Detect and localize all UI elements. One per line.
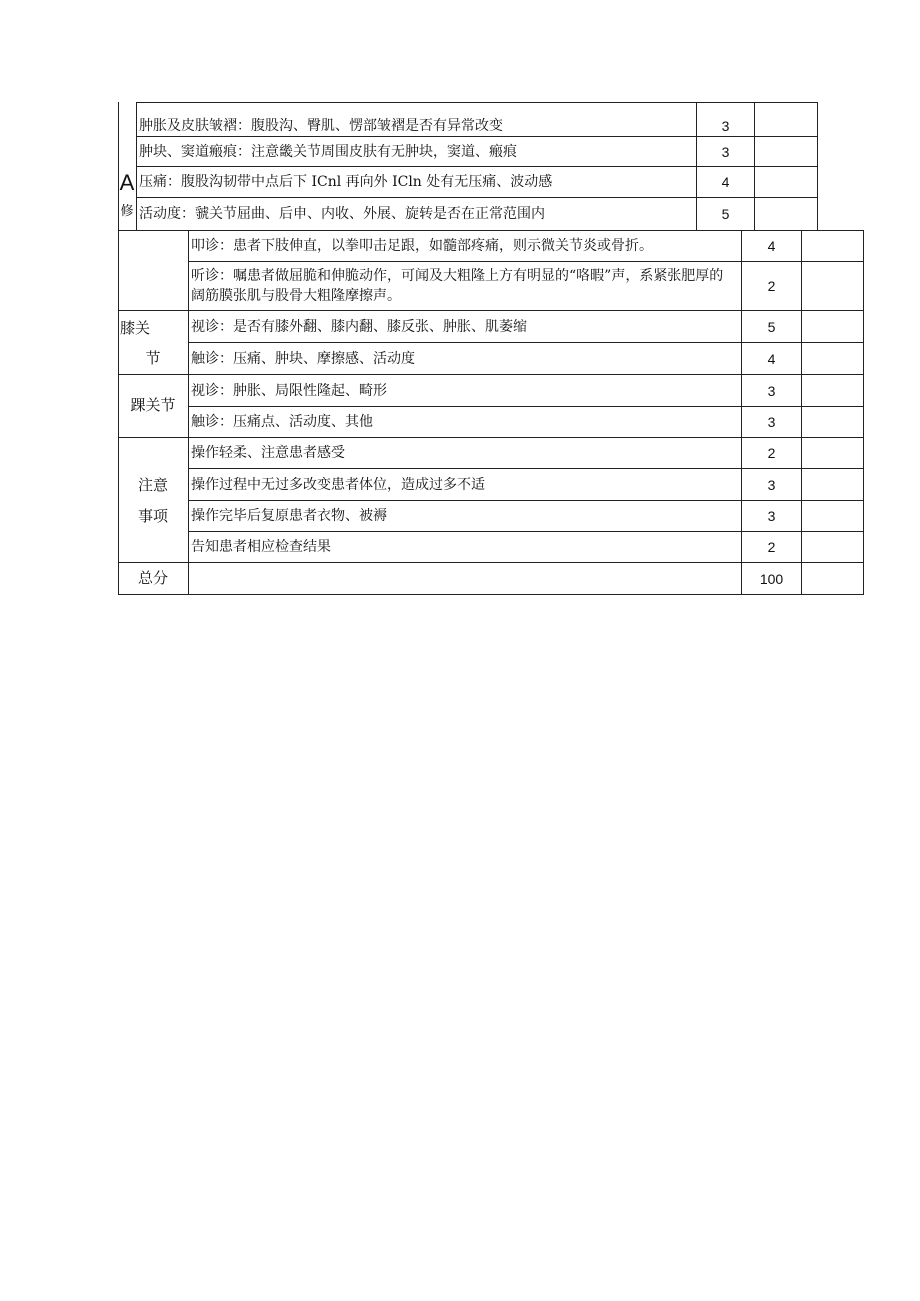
notes-row-3-score: 3 — [767, 508, 776, 524]
notes-row-1-score: 2 — [767, 445, 776, 461]
percussion-score: 4 — [767, 238, 776, 254]
notes-row-3-text: 操作完毕后复原患者衣物、被褥 — [191, 508, 387, 524]
ankle-palpation-text: 触诊：压痛点、活动度、其他 — [191, 414, 373, 430]
hip-row-1-text: 肿胀及皮肤皱褶：腹股沟、臀肌、愣部皱褶是否有异常改变 — [139, 118, 503, 134]
notes-row-4-text: 告知患者相应检查结果 — [191, 539, 331, 555]
knee-inspection-text: 视诊：是否有膝外翻、膝内翻、膝反张、肿胀、肌萎缩 — [191, 318, 527, 335]
ankle-label: 踝关节 — [130, 397, 176, 414]
hip-side-label-a: A — [119, 170, 135, 195]
auscultation-score: 2 — [767, 278, 776, 294]
knee-label-a: 膝关 — [120, 320, 151, 337]
hip-side-label-b: 修 — [120, 204, 134, 219]
total-score: 100 — [759, 570, 784, 587]
notes-row-2-text: 操作过程中无过多改变患者体位，造成过多不适 — [191, 476, 485, 493]
percussion-text: 叩诊：患者下肢伸直，以拳叩击足跟，如髓部疼痛，则示微关节炎或骨折。 — [191, 238, 653, 254]
notes-label-a: 注意 — [137, 477, 168, 494]
hip-row-2-score: 3 — [721, 143, 730, 160]
notes-row-1-text: 操作轻柔、注意患者感受 — [191, 445, 345, 461]
notes-row-2-score: 3 — [767, 476, 776, 493]
knee-label-b: 节 — [145, 350, 161, 367]
knee-inspection-score: 5 — [767, 318, 776, 335]
knee-palpation-score: 4 — [767, 350, 776, 367]
auscultation-text: 听诊：嘱患者做屈脆和伸脆动作，可闻及大粗隆上方有明显的“咯暇”声，系紧张肥厚的阔筋膜张肌与股骨大粗隆摩擦声。 — [191, 268, 724, 304]
hip-row-3-score: 4 — [721, 174, 730, 190]
ankle-inspection-text: 视诊：肿胀、局限性隆起、畸形 — [191, 382, 387, 399]
notes-row-4-score: 2 — [767, 539, 776, 555]
notes-label-b: 事项 — [137, 508, 168, 525]
knee-palpation-text: 触诊：压痛、肿块、摩擦感、活动度 — [191, 350, 415, 367]
ankle-inspection-score: 3 — [767, 382, 776, 399]
total-label: 总分 — [137, 569, 168, 587]
hip-row-4-text: 活动度：虢关节屈曲、后申、内收、外展、旋转是否在正常范围内 — [139, 205, 545, 222]
hip-row-1-score: 3 — [721, 118, 730, 134]
ankle-palpation-score: 3 — [767, 414, 776, 430]
hip-row-4-score: 5 — [721, 205, 730, 222]
hip-row-3-text: 压痛：腹股沟韧带中点后下 ICnl 再向外 ICln 处有无压痛、波动感 — [139, 174, 553, 190]
hip-row-2-text: 肿块、窦道瘢痕：注意畿关节周围皮肤有无肿块，窦道、瘢痕 — [139, 143, 517, 160]
